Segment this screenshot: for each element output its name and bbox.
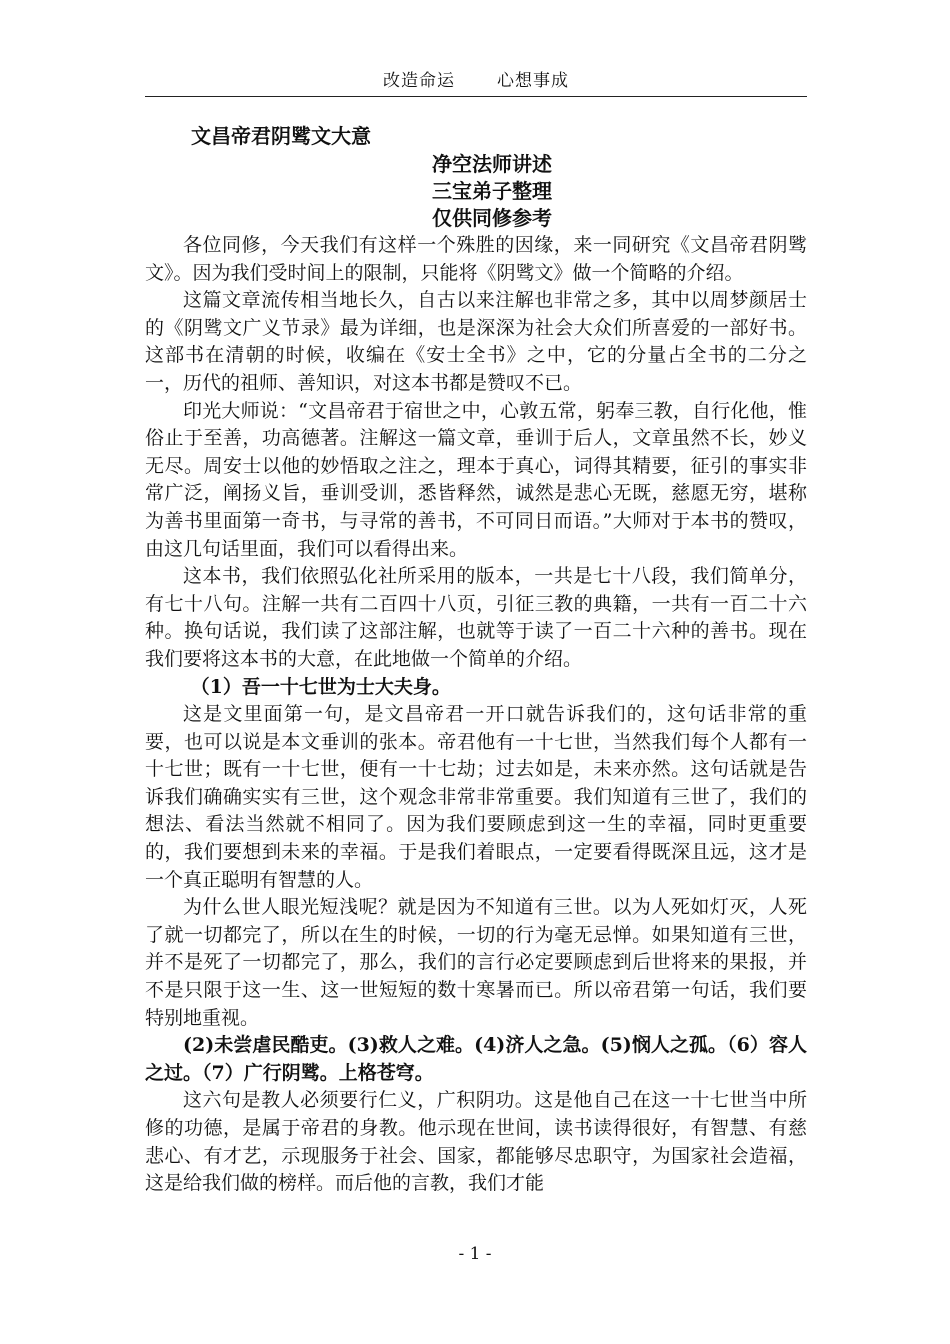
paragraph-yinguang-quote: 印光大师说：“文昌帝君于宿世之中，心敦五常，躬奉三教，自行化他，惟俗止于至善，功高德著。注解这一篇文章，垂训于后人，文章虽然不长，妙义无尽。周安士以他的妙悟取之注之，理本于真心，词得其精要，征引的事实非常广泛，阐扬义旨，垂训受训，悉皆释然，诚然是悲心无既，慈愿无穷，堪称为善书里面第一奇书，与寻常的善书，不可同日而语。”大师对于本书的赞叹，由这几句话里面，我们可以看得出来。 (145, 399, 807, 560)
document-title: 文昌帝君阴骘文大意 (191, 124, 371, 148)
paragraph-three-lives: 这是文里面第一句，是文昌帝君一开口就告诉我们的，这句话非常的重要，也可以说是本文垂训的张本。帝君他有一十七世，当然我们每个人都有一十七世；既有一十七世，便有一十七劫；过去如是，未来亦然。这句话就是告诉我们确确实实有三世，这个观念非常非常重要。我们知道有三世了，我们的想法、看法当然就不相同了。因为我们要顾虑到这一生的幸福，同时更重要的，我们要想到未来的幸福。于是我们着眼点，一定要看得既深且远，这才是一个真正聪明有智慧的人。 (145, 703, 807, 891)
document-body (145, 121, 807, 1198)
verse-1: （1）吾一十七世为士大夫身。 (190, 675, 451, 698)
paragraph-history: 这篇文章流传相当地长久，自古以来注解也非常之多，其中以周梦颜居士的《阴骘文广义节录》最为详细，也是深深为社会大众们所喜爱的一部好书。这部书在清朝的时候，收编在《安士全书》之中，它的分量占全书的二分之一，历代的祖师、善知识，对这本书都是赞叹不已。 (145, 289, 807, 394)
header-left-text: 改造命运 (383, 71, 455, 91)
paragraph-intro: 各位同修，今天我们有这样一个殊胜的因缘，来一同研究《文昌帝君阴骘文》。因为我们受时间上的限制，只能将《阴骘文》做一个简略的介绍。 (145, 234, 807, 284)
byline-note: 仅供同修参考 (432, 206, 552, 230)
page-header (145, 66, 807, 91)
byline-speaker: 净空法师讲述 (432, 152, 552, 176)
header-divider (145, 96, 807, 97)
byline-editor: 三宝弟子整理 (432, 179, 552, 203)
header-right-text: 心想事成 (497, 71, 569, 91)
paragraph-short-sighted: 为什么世人眼光短浅呢？就是因为不知道有三世。以为人死如灯灭，人死了就一切都完了，所以在生的时候，一切的行为毫无忌惮。如果知道有三世，并不是死了一切都完了，那么，我们的言行必定要顾虑到后世将来的果报，并不是只限于这一生、这一世短短的数十寒暑而已。所以帝君第一句话，我们要特别地重视。 (145, 896, 807, 1029)
paragraph-edition: 这本书，我们依照弘化社所采用的版本，一共是七十八段，我们简单分，有七十八句。注解一共有二百四十八页，引征三教的典籍，一共有一百二十六种。换句话说，我们读了这部注解，也就等于读了一百二十六种的善书。现在我们要将这本书的大意，在此地做一个简单的介绍。 (145, 565, 807, 670)
verse-2-7: (2)未尝虐民酷吏。(3)救人之难。(4)济人之急。(5)悯人之孤。（6）容人之过。（7）广行阴骘。上格苍穹。 (145, 1034, 807, 1084)
paragraph-virtue: 这六句是教人必须要行仁义，广积阴功。这是他自己在这一十七世当中所修的功德，是属于帝君的身教。他示现在世间，读书读得很好，有智慧、有慈悲心、有才艺，示现服务于社会、国家，都能够尽忠职守，为国家社会造福，这是给我们做的榜样。而后他的言教，我们才能 (145, 1089, 807, 1195)
page-number: - 1 - (458, 1244, 492, 1264)
